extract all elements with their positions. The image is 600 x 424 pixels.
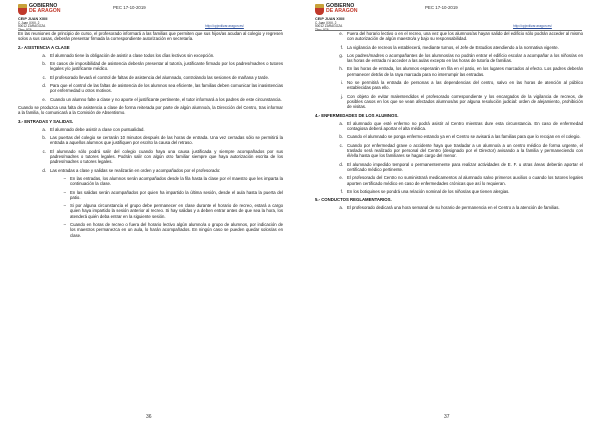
gobierno-aragon-logo: GOBIERNO DE ARAGON	[315, 4, 358, 15]
list-item-marker: b.	[42, 135, 46, 141]
sub-list-item-text: En las entradas, los alumnos serán acompañados desde la fila hasta la clase por el maestro que les imparta la continuación la clase.	[70, 175, 283, 187]
sub-list-item	[18, 190, 283, 201]
list-item-marker: e.	[42, 96, 46, 102]
list-item	[18, 61, 283, 72]
sub-list-item	[18, 203, 283, 219]
list-item-marker: b.	[42, 61, 46, 67]
list-item	[315, 134, 583, 139]
section-4-list	[315, 121, 583, 194]
sub-list-item-text: En las salidas serán acompañados por quien ha impartido la última sesión, desde el aula hasta la puerta del patio.	[70, 189, 283, 200]
list-item	[315, 121, 583, 132]
list-item-text: El alumnado debe asistir a clase con puntualidad.	[50, 126, 145, 132]
section-3-list	[18, 127, 283, 173]
dash-bullet-icon: –	[63, 175, 66, 181]
list-item	[315, 66, 583, 77]
list-item-text: La vigilancia de recreos la establecerá, mediante turnos, el Jefe de Estudios atendiendo a la normativa vigente.	[347, 44, 559, 50]
list-item	[18, 75, 283, 80]
list-item-marker: a.	[339, 205, 343, 211]
list-item	[315, 189, 583, 194]
list-item-text: El profesorado del Centro no suministrará medicamentos al alumnado salvo primeros auxilios o cuando los tutores legales aporten certificado médico en caso de enfermedades crónicas que así lo requieran.	[347, 175, 583, 186]
list-item-text: En los botiquines se pondrá una relación nominal de los niños/as que tienen alergias.	[347, 188, 510, 194]
page-number: 36	[146, 414, 152, 420]
aragon-crest-icon	[18, 4, 27, 15]
list-item-marker: i.	[340, 80, 343, 86]
list-item	[315, 31, 583, 42]
sub-list-item-text: Cuando en horas de recreo o fuera del horario lectivo algún alumno/a o grupo de alumnos, por indicación de los maestros permanezca en un aula, lo harán acompañados. En ningún caso se pueden quedar solos/as en clase.	[70, 222, 283, 238]
school-info: CEIP JUAN XXIII C Juan XXIII, 2 50012 ZARAGOZA Tfno. 976 ...	[315, 17, 345, 32]
list-item-marker: c.	[339, 142, 343, 148]
school-url-link[interactable]: http://cpjxxiiizar.aragon.es/	[513, 24, 552, 28]
list-item-marker: b.	[339, 134, 343, 140]
list-item-marker: g.	[339, 52, 343, 58]
dash-bullet-icon: –	[63, 222, 66, 228]
list-item-text: Las entradas a clase y salidas se realizarán en orden y acompañados por el profesorado:	[50, 167, 221, 173]
sub-list-item	[18, 176, 283, 187]
page-body	[18, 31, 283, 241]
list-item-text: Para que el control de las faltas de asistencia de los alumnos sea eficiente, las familias deben comunicar las inasistencias por enfermedad u otros motivos.	[50, 83, 283, 94]
list-item-marker: d.	[42, 83, 46, 89]
list-item-text: Las puertas del colegio se cerrarán 10 minutos después de las horas de entrada. Una vez cerradas sólo se permitirá la entrada a aquellos alumnos que justifiquen por escrito la causa del retraso.	[50, 135, 283, 146]
intro-paragraph: En las reuniones de principio de curso, el profesorado informará a las familias que permiten que sus hijos/as acudan al colegio y regresen solos a sus casas, deberán presentar firmada la correspondiente autorización en secretaría.	[18, 31, 283, 42]
page-header	[315, 4, 582, 34]
list-item-text: Fuera del horario lectivo o en el recreo, una vez que los alumnos/as hayan salido del edificio sólo podrán acceder al mismo con autorización de algún maestro/a y bajo su responsabilidad.	[347, 31, 583, 42]
list-item	[18, 135, 283, 146]
list-item	[315, 94, 583, 110]
page-header	[18, 4, 282, 34]
list-item	[18, 149, 283, 165]
list-item-text: El alumnado impedido temporal o permanentemente para realizar actividades de E. F. u otras áreas deberán aportar el certificado médico pertinente.	[347, 161, 583, 172]
list-item-marker: c.	[42, 74, 46, 80]
list-item-text: En las horas de entrada, los alumnos esperarán en fila en el patio, en los lugares marcados al efecto. Los padres deberán permanecer detrás de la raya marcada para no interrumpir las entradas.	[347, 66, 583, 77]
pec-date: PEC 17-10-2019	[113, 5, 146, 10]
section-4-heading: 4.- ENFERMEDADES DE LOS ALUMNOS.	[315, 112, 399, 118]
pec-date: PEC 17-10-2019	[425, 5, 458, 10]
list-item-marker: c.	[42, 148, 46, 154]
list-item-marker: f.	[340, 44, 343, 50]
list-item-marker: d.	[339, 161, 343, 167]
list-item-text: En casos de imposibilidad de asistencia deberán presentar al tutor/a, justificante firmado por los padres/madres o tutores legales y/o justificante médico.	[50, 61, 283, 72]
list-item-text: Cuando el alumnado se ponga enfermo estando ya en el Centro se avisará a las familias para que lo recojan en el colegio.	[347, 134, 581, 140]
list-item-text: Cuando un alumno falte a clase y no aporte el justificante pertinente, el tutor informará a los padres de este circunstancia.	[50, 96, 282, 102]
list-item-text: Cuando por enfermedad grave o accidente haya que trasladar a un alumno/a a un centro médico de forma urgente, el traslado será realizado por personal del Centro (designado por el Director) avisando a la familia y permaneciendo con él/ella hasta que los familiares se hagan cargo del menor.	[347, 142, 583, 159]
list-item-text: Los padres/madres o acompañantes de los alumnos/as no podrán entrar el edificio escolar a acompañar a los niños/as en las horas de entrada ni acceder a las aulas excepto en las horas de tutoría de familias.	[347, 52, 583, 64]
page-body	[315, 31, 583, 214]
list-item-text: El alumnado sólo podrá salir del colegio cuando haya una causa justificada y siempre acompañados por sus padres/madres o tutores legales. Podrán salir con algún otro familiar siempre que haya autorización escrita de los padres/madres o tutores legales.	[50, 148, 283, 165]
list-item-text: El alumnado que esté enfermo no podrá asistir al Centro mientras dure esta circunstancia. En caso de enfermedad contagiosa deberá aportar el alta médica.	[347, 120, 583, 132]
list-item	[315, 162, 583, 173]
sub-list-item	[18, 222, 283, 238]
list-item-text: No se permitirá la entrada de personas a las dependencias del centro, salvo en las horas de atención al público establecidas para ello.	[347, 80, 583, 91]
list-item	[315, 175, 583, 186]
list-item-marker: d.	[42, 167, 46, 173]
list-item	[315, 53, 583, 64]
list-item-marker: h.	[339, 66, 343, 72]
list-item-marker: a.	[339, 120, 343, 126]
page-37	[300, 0, 600, 424]
dash-bullet-icon: –	[63, 203, 66, 209]
list-item	[315, 205, 583, 210]
list-item-text: El alumnado tiene la obligación de asistir a clase todos los días lectivos sin excepción.	[50, 52, 215, 58]
list-item	[18, 127, 283, 132]
school-url-link[interactable]: http://cpjxxiiizar.aragon.es/	[205, 24, 244, 28]
list-item	[18, 168, 283, 173]
list-item-marker: f.	[340, 188, 343, 194]
list-item-marker: e.	[339, 175, 343, 181]
list-item	[315, 80, 583, 91]
section-3-heading: 3.- ENTRADAS Y SALIDAS.	[18, 118, 74, 124]
section-3-list-continued	[315, 31, 583, 110]
list-item	[315, 143, 583, 159]
list-item-marker: a.	[42, 126, 46, 132]
school-info: CEIP JUAN XXIII C Juan XXIII, 2 50012 ZARAGOZA Tfno. 976 ...	[18, 17, 48, 32]
dash-bullet-icon: –	[63, 189, 66, 195]
gobierno-aragon-logo: GOBIERNO DE ARAGON	[18, 4, 61, 15]
list-item-text: El profesorado dedicará una hora semanal de su horario de permanencia en el Centro a la atención de familias.	[347, 205, 560, 211]
page-number: 37	[444, 414, 450, 420]
list-item	[18, 97, 283, 102]
section-2-heading: 2.- ASISTENCIA A CLASE	[18, 44, 70, 50]
list-item-marker: e.	[339, 31, 343, 36]
section-5-heading: 5.- CONDUCTOS REGLAMENTARIOS.	[315, 197, 392, 203]
list-item-text: Con objeto de evitar malentendidos el profesorado correspondiente y los encargados de la vigilancia de recreos, de posibles casos en los que se vean afectados alumnos/as por alguna resolución judicial: orden de alejamiento, prohibición de visitas.	[347, 93, 583, 110]
sub-list-item-text: Si por alguna circunstancia el grupo debe permanecer en clase durante el horario de recreo, estará a cargo quien haya impartido la sesión anterior al recreo. Si hay salidas y a deben entrar antes de que sea la hora, los atenderá quién deba entrar en la siguiente sesión.	[70, 203, 283, 219]
list-item	[18, 53, 283, 58]
section-2-closing-paragraph: Cuando se produzca una falta de asistencia a clase de forma reiterada por parte de algún alumno/a, la Dirección del Centro, tras informar a la familia, lo comunicará a la Comisión de Absentismo.	[18, 104, 283, 116]
list-item	[18, 83, 283, 94]
aragon-crest-icon	[315, 4, 324, 15]
list-item-text: El profesorado llevará el control de faltas de asistencia del alumnado, controlando las sesiones de mañana y tarde.	[50, 74, 270, 80]
section-3-sublist	[18, 176, 283, 238]
list-item-marker: j.	[340, 93, 343, 99]
list-item	[315, 45, 583, 50]
section-5-list	[315, 205, 583, 210]
list-item-marker: a.	[42, 52, 46, 58]
section-2-list	[18, 53, 283, 102]
